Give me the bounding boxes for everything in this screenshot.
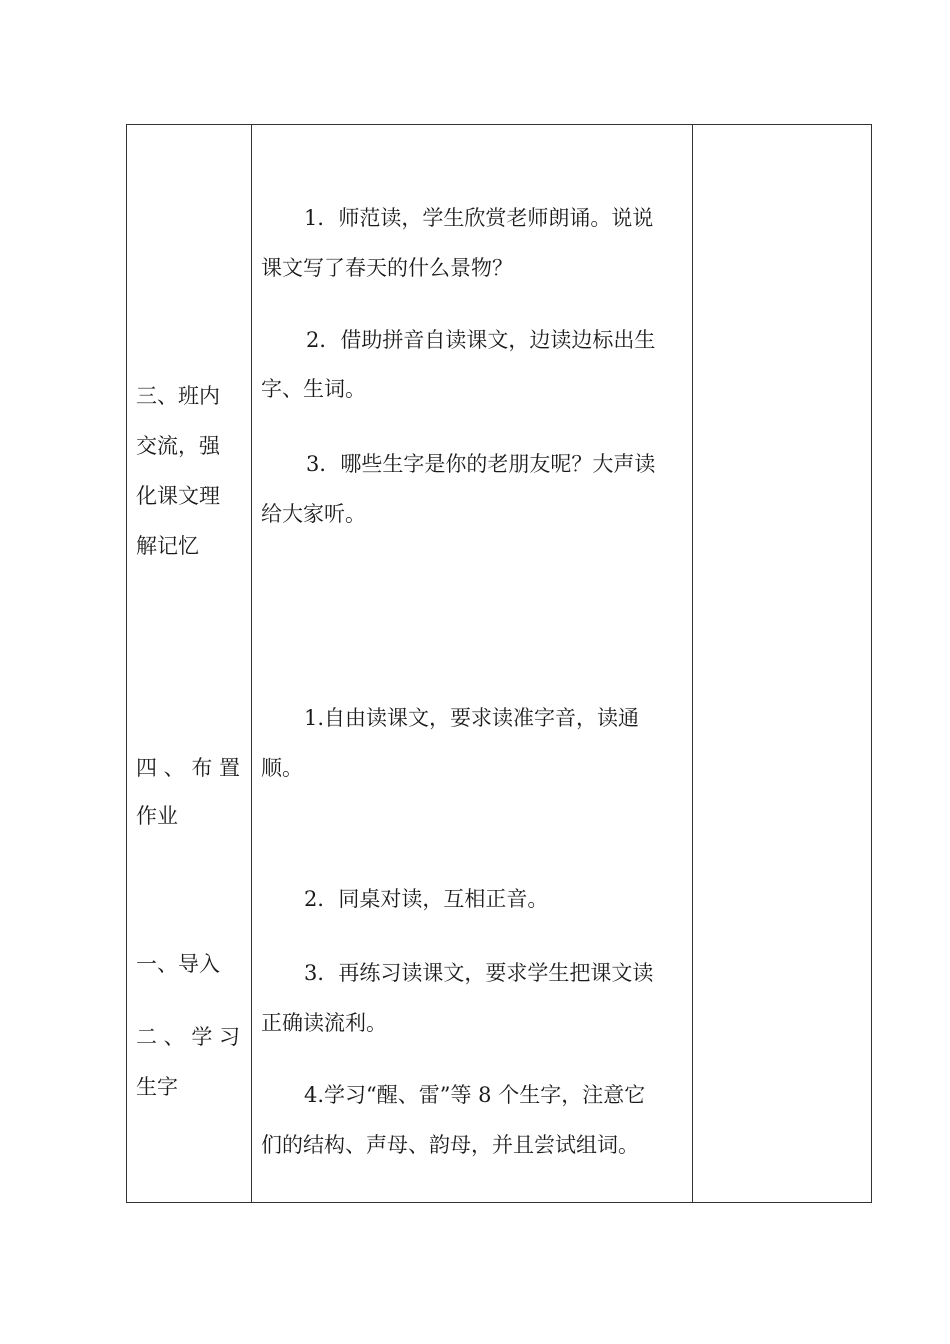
section3-line-2: 交流，强 [136,434,220,458]
item3-line-2: 给大家听。 [261,502,366,526]
section4-heading-line-1 [136,756,240,780]
item2-line-1: 2．借助拼音自读课文，边读边标出生 [306,328,656,352]
section4-heading-line-2: 作业 [136,804,178,828]
section4-char-4: 置 [218,756,240,780]
item1-line-2: 课文写了春天的什么景物？ [261,256,513,280]
section3-line-3: 化课文理 [136,484,220,508]
section3-line-4: 解记忆 [136,534,199,558]
step1-line-2: 顺。 [261,756,303,780]
section2-char-3: 学 [191,1025,213,1049]
step4-line-2: 们的结构、声母、韵母，并且尝试组词。 [261,1133,639,1157]
section4-char-3: 布 [191,756,213,780]
column-divider-2 [692,125,693,1202]
step2-line: 2．同桌对读，互相正音。 [304,887,549,911]
step4-line-1: 4.学习“醒、雷”等 8 个生字，注意它 [304,1083,646,1107]
section1-heading: 一、导入 [136,952,220,976]
item3-line-1: 3．哪些生字是你的老朋友呢？大声读 [306,452,656,476]
item2-line-2: 字、生词。 [261,377,366,401]
column-divider-1 [251,125,252,1202]
step1-line-1: 1.自由读课文，要求读准字音，读通 [304,706,640,730]
section3-line-1: 三、班内 [136,384,220,408]
item1-line-1: 1．师范读，学生欣赏老师朗诵。说说 [304,206,654,230]
section2-heading-line-2: 生字 [136,1075,178,1099]
section2-char-1: 二 [136,1025,157,1049]
section4-char-2: 、 [163,756,185,780]
section2-heading-line-1 [136,1025,240,1049]
step3-line-2: 正确读流利。 [261,1011,387,1035]
section2-char-4: 习 [218,1025,240,1049]
section4-char-1: 四 [136,756,157,780]
step3-line-1: 3．再练习读课文，要求学生把课文读 [304,961,654,985]
section2-char-2: 、 [163,1025,185,1049]
